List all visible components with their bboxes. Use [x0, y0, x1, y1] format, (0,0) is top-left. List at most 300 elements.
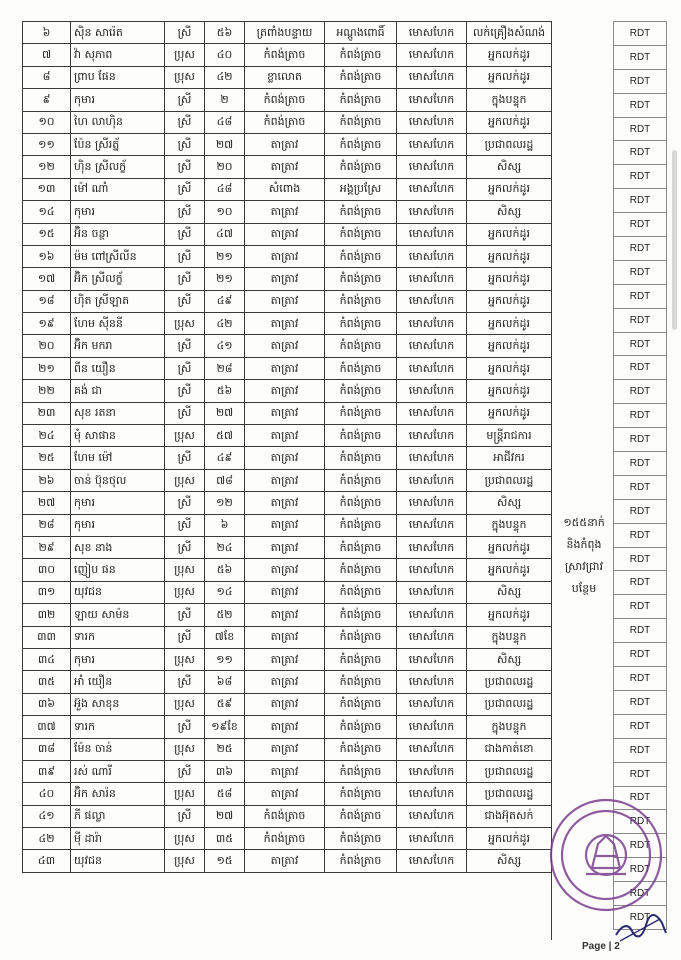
table-row — [23, 223, 552, 245]
commune-cell: មោសហែក — [397, 514, 467, 536]
person-name-cell: ម៉ី ដារ៉ា — [71, 828, 165, 850]
row-number-cell: ១៤ — [23, 201, 71, 223]
table-row — [23, 850, 552, 872]
commune-cell: មោសហែក — [397, 783, 467, 805]
village-cell: តាត្រាវ — [245, 492, 325, 514]
row-number-cell: ៤៣ — [23, 850, 71, 872]
village-cell: តាត្រាវ — [245, 738, 325, 760]
test-code-cell: RDT — [614, 165, 667, 189]
village-cell: តាត្រាវ — [245, 716, 325, 738]
commune-cell: មោសហែក — [397, 805, 467, 827]
table-row — [23, 178, 552, 200]
occupation-cell: អ្នកលក់ដូរ — [467, 290, 552, 312]
table-row — [23, 335, 552, 357]
age-cell: ៤៨ — [205, 111, 245, 133]
commune-cell: មោសហែក — [397, 178, 467, 200]
age-cell: ២៧ — [205, 133, 245, 155]
commune-cell: មោសហែក — [397, 559, 467, 581]
age-cell: ១២ — [205, 492, 245, 514]
sex-cell: ប្រុស — [165, 828, 205, 850]
sex-cell: ស្រី — [165, 671, 205, 693]
village-cell: តាត្រាវ — [245, 604, 325, 626]
sex-cell: ស្រី — [165, 223, 205, 245]
test-code-cell: RDT — [614, 237, 667, 261]
test-code-cell: RDT — [614, 45, 667, 69]
occupation-cell: អ្នកលក់ដូរ — [467, 44, 552, 66]
age-cell: ៤២ — [205, 313, 245, 335]
commune-cell: មោសហែក — [397, 447, 467, 469]
commune-cell: មោសហែក — [397, 156, 467, 178]
village-cell: តាត្រាវ — [245, 469, 325, 491]
occupation-cell: ក្នុងបន្ទុក — [467, 89, 552, 111]
row-number-cell: ១០ — [23, 111, 71, 133]
district-cell: កំពង់ត្រាច — [325, 828, 397, 850]
test-code-cell: RDT — [614, 93, 667, 117]
district-cell: កំពង់ត្រាច — [325, 201, 397, 223]
age-cell: ២៧ — [205, 805, 245, 827]
test-code-cell: RDT — [614, 714, 667, 738]
person-name-cell: ញៀប ផន — [71, 559, 165, 581]
commune-cell: មោសហែក — [397, 44, 467, 66]
occupation-cell: សិស្ស — [467, 156, 552, 178]
sex-cell: ស្រី — [165, 402, 205, 424]
table-row — [23, 245, 552, 267]
test-code-cell: RDT — [614, 858, 667, 882]
district-cell: កំពង់ត្រាច — [325, 425, 397, 447]
person-name-cell: ម៉ម ពៅស្រីលីន — [71, 245, 165, 267]
district-cell: កំពង់ត្រាច — [325, 581, 397, 603]
commune-cell: មោសហែក — [397, 492, 467, 514]
row-number-cell: ៧ — [23, 44, 71, 66]
commune-cell: មោសហែក — [397, 828, 467, 850]
person-name-cell: អ៊ិក សារ៉ន — [71, 783, 165, 805]
row-number-cell: ៣០ — [23, 559, 71, 581]
person-name-cell: ហែម ម៉ៅ — [71, 447, 165, 469]
age-cell: ៤៩ — [205, 290, 245, 312]
commune-cell: មោសហែក — [397, 738, 467, 760]
sex-cell: ស្រី — [165, 22, 205, 44]
sex-cell: ស្រី — [165, 626, 205, 648]
row-number-cell: ១២ — [23, 156, 71, 178]
table-row — [23, 268, 552, 290]
test-code-cell: RDT — [614, 834, 667, 858]
village-cell: តាត្រាវ — [245, 671, 325, 693]
person-name-cell: ម៉ៅ ណាំ — [71, 178, 165, 200]
village-cell: តាត្រាវ — [245, 156, 325, 178]
village-cell: តាត្រាវ — [245, 447, 325, 469]
commune-cell: មោសហែក — [397, 335, 467, 357]
occupation-cell: អ្នកលក់ដូរ — [467, 402, 552, 424]
commune-cell: មោសហែក — [397, 133, 467, 155]
age-cell: ៥២ — [205, 604, 245, 626]
sex-cell: ប្រុស — [165, 313, 205, 335]
commune-cell: មោសហែក — [397, 268, 467, 290]
sex-cell: ស្រី — [165, 514, 205, 536]
village-cell: តាត្រាវ — [245, 514, 325, 536]
occupation-cell: អ្នកលក់ដូរ — [467, 245, 552, 267]
district-cell: កំពង់ត្រាច — [325, 716, 397, 738]
village-cell: តាត្រាវ — [245, 626, 325, 648]
district-cell: កំពង់ត្រាច — [325, 626, 397, 648]
person-name-cell: ហ៊ិន ស្រីលក្ខ័ — [71, 156, 165, 178]
age-cell: ៥៦ — [205, 22, 245, 44]
table-row — [23, 783, 552, 805]
sex-cell: ប្រុស — [165, 738, 205, 760]
village-cell: តាត្រាវ — [245, 536, 325, 558]
village-cell: តាត្រាវ — [245, 223, 325, 245]
test-code-cell: RDT — [614, 213, 667, 237]
table-row — [23, 111, 552, 133]
sex-cell: ស្រី — [165, 268, 205, 290]
commune-cell: មោសហែក — [397, 223, 467, 245]
age-cell: ៥៨ — [205, 783, 245, 805]
commune-cell: មោសហែក — [397, 201, 467, 223]
sex-cell: ស្រី — [165, 335, 205, 357]
sex-cell: ស្រី — [165, 201, 205, 223]
sex-cell: ស្រី — [165, 716, 205, 738]
table-row — [23, 828, 552, 850]
table-row — [23, 201, 552, 223]
village-cell: តាត្រាវ — [245, 693, 325, 715]
sex-cell: ប្រុស — [165, 425, 205, 447]
village-cell: ខ្លាលោត — [245, 66, 325, 88]
age-cell: ២១ — [205, 245, 245, 267]
table-row — [23, 469, 552, 491]
village-cell: តាត្រាវ — [245, 268, 325, 290]
occupation-cell: អ្នកលក់ដូរ — [467, 357, 552, 379]
village-cell: កំពង់ត្រាច — [245, 89, 325, 111]
row-number-cell: ៣៦ — [23, 693, 71, 715]
test-code-column — [613, 21, 667, 930]
table-row — [23, 313, 552, 335]
age-cell: ៤៩ — [205, 447, 245, 469]
commune-cell: មោសហែក — [397, 581, 467, 603]
sex-cell: ប្រុស — [165, 469, 205, 491]
person-name-cell: ព្រាប ផែន — [71, 66, 165, 88]
sex-cell: ប្រុស — [165, 693, 205, 715]
commune-cell: មោសហែក — [397, 626, 467, 648]
row-number-cell: ៤២ — [23, 828, 71, 850]
person-name-cell: ហៃ លាហ៊ិន — [71, 111, 165, 133]
test-code-cell: RDT — [614, 117, 667, 141]
official-stamp — [540, 796, 672, 914]
village-cell: តាត្រាវ — [245, 425, 325, 447]
row-number-cell: ២៣ — [23, 402, 71, 424]
sex-cell: ស្រី — [165, 760, 205, 782]
village-cell: កំពង់ត្រាច — [245, 111, 325, 133]
age-cell: ៥៦ — [205, 380, 245, 402]
person-name-cell: កុមារ — [71, 201, 165, 223]
person-name-cell: សុខ រតនា — [71, 402, 165, 424]
person-name-cell: ភី ផល្លា — [71, 805, 165, 827]
district-cell: កំពង់ត្រាច — [325, 245, 397, 267]
commune-cell: មោសហែក — [397, 850, 467, 872]
district-cell: កំពង់ត្រាច — [325, 492, 397, 514]
age-cell: ១០ — [205, 201, 245, 223]
row-number-cell: ២៤ — [23, 425, 71, 447]
village-cell: កំពង់ត្រាច — [245, 44, 325, 66]
row-number-cell: ៨ — [23, 66, 71, 88]
sex-cell: ស្រី — [165, 156, 205, 178]
row-number-cell: ៣៩ — [23, 760, 71, 782]
district-cell: កំពង់ត្រាច — [325, 805, 397, 827]
row-number-cell: ៣៨ — [23, 738, 71, 760]
test-code-cell: RDT — [614, 905, 667, 929]
scrollbar[interactable] — [672, 150, 677, 330]
age-cell: ១៤ — [205, 581, 245, 603]
age-cell: ៤១ — [205, 335, 245, 357]
occupation-cell: លក់គ្រឿងសំណង់ — [467, 22, 552, 44]
person-name-cell: ឡាយ សាម៉ន — [71, 604, 165, 626]
note-line: បន្ថែម — [571, 582, 597, 595]
table-row — [23, 716, 552, 738]
test-code-cell: RDT — [614, 810, 667, 834]
row-number-cell: ១៧ — [23, 268, 71, 290]
commune-cell: មោសហែក — [397, 111, 467, 133]
table-row — [23, 626, 552, 648]
test-code-cell: RDT — [614, 643, 667, 667]
person-name-cell: រស់ ណារី — [71, 760, 165, 782]
row-number-cell: ១៦ — [23, 245, 71, 267]
sex-cell: ស្រី — [165, 380, 205, 402]
row-number-cell: ២៨ — [23, 514, 71, 536]
sex-cell: ស្រី — [165, 536, 205, 558]
person-name-cell: យុវជន — [71, 850, 165, 872]
occupation-cell: ប្រជាពលរដ្ឋ — [467, 783, 552, 805]
test-code-cell: RDT — [614, 523, 667, 547]
age-cell: ១៥ — [205, 850, 245, 872]
district-cell: កំពង់ត្រាច — [325, 469, 397, 491]
page-footer: Page | 2 — [582, 941, 620, 952]
person-name-cell: អាំ យឿន — [71, 671, 165, 693]
age-cell: ៦ — [205, 514, 245, 536]
row-number-cell: ២០ — [23, 335, 71, 357]
district-cell: កំពង់ត្រាច — [325, 738, 397, 760]
person-name-cell: ទារក — [71, 626, 165, 648]
person-name-cell: ហែម ស៊ីននី — [71, 313, 165, 335]
commune-cell: មោសហែក — [397, 425, 467, 447]
test-code-cell: RDT — [614, 667, 667, 691]
village-cell: តាត្រាវ — [245, 760, 325, 782]
commune-cell: មោសហែក — [397, 693, 467, 715]
age-cell: ៤៧ — [205, 223, 245, 245]
person-name-cell: ពីន យឿន — [71, 357, 165, 379]
occupation-cell: អ្នកលក់ដូរ — [467, 223, 552, 245]
sex-cell: ស្រី — [165, 492, 205, 514]
village-cell: សំពោង — [245, 178, 325, 200]
occupation-cell: អ្នកលក់ដូរ — [467, 66, 552, 88]
commune-cell: មោសហែក — [397, 402, 467, 424]
village-cell: តាត្រាវ — [245, 290, 325, 312]
village-cell: តាត្រាវ — [245, 559, 325, 581]
village-cell: តាត្រាវ — [245, 335, 325, 357]
person-name-cell: ទារក — [71, 716, 165, 738]
commune-cell: មោសហែក — [397, 66, 467, 88]
occupation-cell: សិស្ស — [467, 201, 552, 223]
row-number-cell: ៣៤ — [23, 648, 71, 670]
table-row — [23, 581, 552, 603]
sex-cell: ស្រី — [165, 178, 205, 200]
person-name-cell: កុមារ — [71, 89, 165, 111]
district-cell: កំពង់ត្រាច — [325, 111, 397, 133]
person-name-cell: កុមារ — [71, 648, 165, 670]
commune-cell: មោសហែក — [397, 469, 467, 491]
sex-cell: ប្រុស — [165, 66, 205, 88]
commune-cell: មោសហែក — [397, 89, 467, 111]
village-cell: តាត្រាវ — [245, 402, 325, 424]
district-cell: កំពង់ត្រាច — [325, 223, 397, 245]
test-code-cell: RDT — [614, 882, 667, 906]
district-cell: កំពង់ត្រាច — [325, 536, 397, 558]
age-cell: ២០ — [205, 156, 245, 178]
age-cell: ៥៧ — [205, 425, 245, 447]
district-cell: កំពង់ត្រាច — [325, 693, 397, 715]
occupation-cell: ជាងកាត់ខោ — [467, 738, 552, 760]
occupation-cell: សិស្ស — [467, 492, 552, 514]
district-cell: កំពង់ត្រាច — [325, 402, 397, 424]
table-row — [23, 604, 552, 626]
age-cell: ៥៦ — [205, 559, 245, 581]
table-row — [23, 89, 552, 111]
commune-cell: មោសហែក — [397, 671, 467, 693]
test-code-cell: RDT — [614, 428, 667, 452]
commune-cell: មោសហែក — [397, 22, 467, 44]
village-cell: តាត្រាវ — [245, 357, 325, 379]
village-cell: កំពង់ត្រាច — [245, 828, 325, 850]
occupation-cell: ក្នុងបន្ទុក — [467, 716, 552, 738]
test-code-cell: RDT — [614, 308, 667, 332]
test-code-cell: RDT — [614, 499, 667, 523]
test-code-cell: RDT — [614, 690, 667, 714]
occupation-cell: ជាងអ៊ុតសក់ — [467, 805, 552, 827]
test-code-cell: RDT — [614, 547, 667, 571]
age-cell: ២៤ — [205, 536, 245, 558]
test-code-cell: RDT — [614, 22, 667, 46]
note-line: ១៥៥នាក់ — [563, 516, 605, 529]
age-cell: ៤២ — [205, 66, 245, 88]
district-cell: កំពង់ត្រាច — [325, 514, 397, 536]
commune-cell: មោសហែក — [397, 648, 467, 670]
person-name-cell: កុមារ — [71, 514, 165, 536]
person-name-cell: មុំ សាផាន — [71, 425, 165, 447]
occupation-cell: ប្រជាពលរដ្ឋ — [467, 760, 552, 782]
table-row — [23, 44, 552, 66]
row-number-cell: ៤០ — [23, 783, 71, 805]
district-cell: កំពង់ត្រាច — [325, 447, 397, 469]
sex-cell: ប្រុស — [165, 559, 205, 581]
table-row — [23, 133, 552, 155]
age-cell: ១១ — [205, 648, 245, 670]
table-row — [23, 447, 552, 469]
row-number-cell: ៤១ — [23, 805, 71, 827]
table-row — [23, 514, 552, 536]
roster-table — [22, 21, 552, 873]
district-cell: កំពង់ត្រាច — [325, 89, 397, 111]
village-cell: តាត្រាវ — [245, 783, 325, 805]
district-cell: កំពង់ត្រាច — [325, 671, 397, 693]
occupation-cell: ប្រជាពលរដ្ឋ — [467, 133, 552, 155]
district-cell: កំពង់ត្រាច — [325, 850, 397, 872]
occupation-cell: អ្នកលក់ដូរ — [467, 313, 552, 335]
person-name-cell: ស៊ិន សារ៉េត — [71, 22, 165, 44]
table-row — [23, 559, 552, 581]
test-code-cell: RDT — [614, 571, 667, 595]
sex-cell: ស្រី — [165, 111, 205, 133]
commune-cell: មោសហែក — [397, 536, 467, 558]
row-number-cell: ២៥ — [23, 447, 71, 469]
person-name-cell: អ៊ិក ស្រីលក្ខ័ — [71, 268, 165, 290]
sex-cell: ស្រី — [165, 357, 205, 379]
row-number-cell: ១១ — [23, 133, 71, 155]
person-name-cell: អ៊ួង សាខុន — [71, 693, 165, 715]
sex-cell: ស្រី — [165, 245, 205, 267]
commune-cell: មោសហែក — [397, 604, 467, 626]
age-cell: ២៨ — [205, 357, 245, 379]
occupation-cell: អ្នកលក់ដូរ — [467, 604, 552, 626]
test-code-cell: RDT — [614, 404, 667, 428]
commune-cell: មោសហែក — [397, 245, 467, 267]
district-cell: កំពង់ត្រាច — [325, 335, 397, 357]
test-code-cell: RDT — [614, 260, 667, 284]
occupation-cell: សិស្ស — [467, 581, 552, 603]
commune-cell: មោសហែក — [397, 290, 467, 312]
row-number-cell: ២១ — [23, 357, 71, 379]
total-note — [551, 512, 617, 600]
age-cell: ៣៦ — [205, 760, 245, 782]
table-row — [23, 66, 552, 88]
district-cell: កំពង់ត្រាច — [325, 559, 397, 581]
test-code-cell: RDT — [614, 475, 667, 499]
district-cell: កំពង់ត្រាច — [325, 380, 397, 402]
person-name-cell: អ៊ិក មករា — [71, 335, 165, 357]
table-row — [23, 290, 552, 312]
table-row — [23, 738, 552, 760]
row-number-cell: ១៨ — [23, 290, 71, 312]
row-number-cell: ៣១ — [23, 581, 71, 603]
occupation-cell: អ្នកលក់ដូរ — [467, 536, 552, 558]
sex-cell: ស្រី — [165, 604, 205, 626]
sex-cell: ប្រុស — [165, 783, 205, 805]
sex-cell: ប្រុស — [165, 648, 205, 670]
test-code-cell: RDT — [614, 595, 667, 619]
occupation-cell: ក្នុងបន្ទុក — [467, 514, 552, 536]
district-cell: កំពង់ត្រាច — [325, 44, 397, 66]
occupation-cell: សិស្ស — [467, 648, 552, 670]
person-name-cell: វ៉ា សុភាព — [71, 44, 165, 66]
sex-cell: ស្រី — [165, 133, 205, 155]
age-cell: ៥៩ — [205, 693, 245, 715]
table-row — [23, 671, 552, 693]
commune-cell: មោសហែក — [397, 380, 467, 402]
row-number-cell: ២២ — [23, 380, 71, 402]
test-code-cell: RDT — [614, 69, 667, 93]
table-row — [23, 693, 552, 715]
person-name-cell: អ៊ិន ចន្ថា — [71, 223, 165, 245]
village-cell: តាត្រាវ — [245, 850, 325, 872]
age-cell: ៤៨ — [205, 178, 245, 200]
sex-cell: ស្រី — [165, 290, 205, 312]
row-number-cell: ១៣ — [23, 178, 71, 200]
occupation-cell: ប្រជាពលរដ្ឋ — [467, 693, 552, 715]
signature — [612, 905, 670, 945]
sex-cell: ប្រុស — [165, 581, 205, 603]
row-number-cell: ៦ — [23, 22, 71, 44]
test-code-cell: RDT — [614, 141, 667, 165]
district-cell: កំពង់ត្រាច — [325, 760, 397, 782]
person-name-cell: ហ៊ិត ស្រីឡាត — [71, 290, 165, 312]
test-code-cell: RDT — [614, 738, 667, 762]
row-number-cell: ៣៧ — [23, 716, 71, 738]
